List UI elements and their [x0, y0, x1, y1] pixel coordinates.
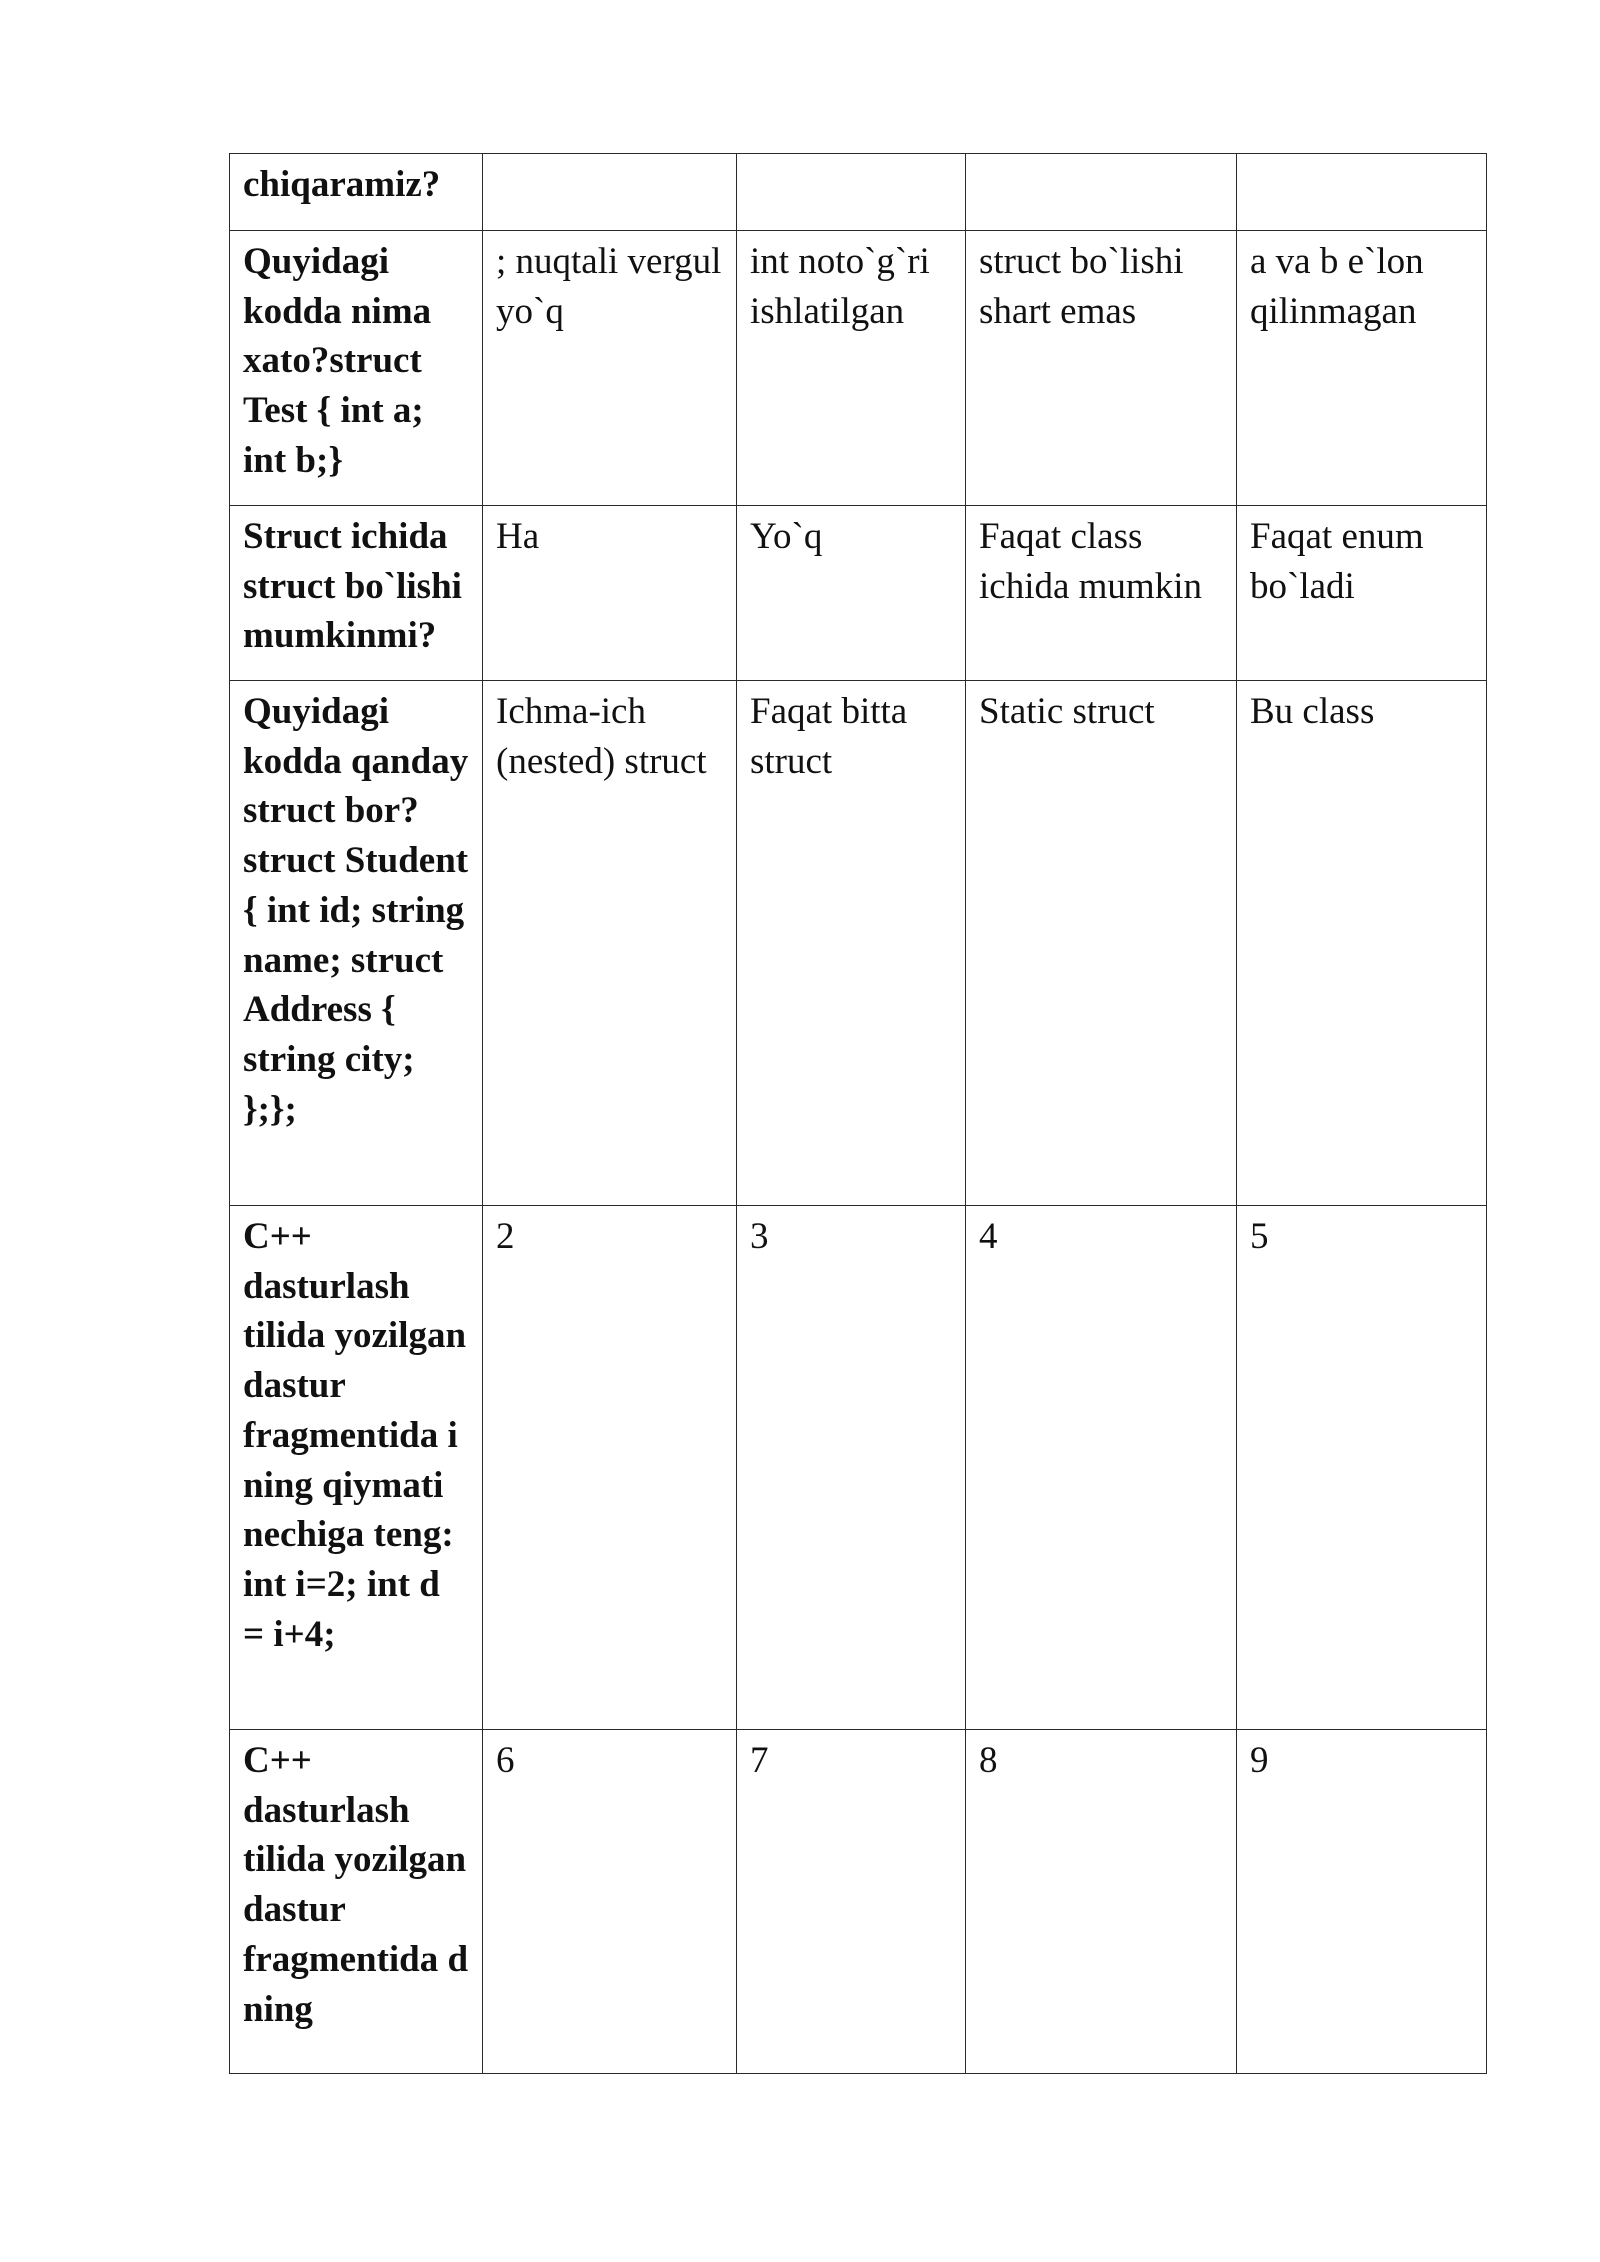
option-cell	[1237, 154, 1487, 231]
option-cell: Ha	[483, 506, 737, 681]
option-cell: Yo`q	[737, 506, 966, 681]
option-cell: 9	[1237, 1730, 1487, 2074]
option-cell: int noto`g`ri ishlatilgan	[737, 231, 966, 506]
option-cell: 8	[966, 1730, 1237, 2074]
question-cell: chiqaramiz?	[230, 154, 483, 231]
option-cell: a va b e`lon qilinmagan	[1237, 231, 1487, 506]
option-cell: 4	[966, 1206, 1237, 1730]
option-cell	[737, 154, 966, 231]
option-cell: Bu class	[1237, 681, 1487, 1206]
table-row	[230, 1730, 1487, 2074]
table-row	[230, 506, 1487, 681]
question-cell: Quyidagi kodda nima xato?struct Test { int a; int b;}	[230, 231, 483, 506]
question-cell: Quyidagi kodda qanday struct bor?struct Student { int id; string name; struct Address { string city; };};	[230, 681, 483, 1206]
option-cell: Ichma-ich (nested) struct	[483, 681, 737, 1206]
question-cell: Struct ichida struct bo`lishi mumkinmi?	[230, 506, 483, 681]
table-row	[230, 681, 1487, 1206]
table-row	[230, 231, 1487, 506]
option-cell: ; nuqtali vergul yo`q	[483, 231, 737, 506]
option-cell: Faqat bitta struct	[737, 681, 966, 1206]
option-cell: 3	[737, 1206, 966, 1730]
question-cell: C++ dasturlash tilida yozilgan dastur fragmentida i ning qiymati nechiga teng: int i=2; int d = i+4;	[230, 1206, 483, 1730]
option-cell: Faqat enum bo`ladi	[1237, 506, 1487, 681]
option-cell: Static struct	[966, 681, 1237, 1206]
option-cell	[483, 154, 737, 231]
quiz-table	[229, 153, 1487, 2074]
option-cell: Faqat class ichida mumkin	[966, 506, 1237, 681]
option-cell: 2	[483, 1206, 737, 1730]
option-cell	[966, 154, 1237, 231]
question-cell: C++ dasturlash tilida yozilgan dastur fragmentida d ning	[230, 1730, 483, 2074]
table-row	[230, 1206, 1487, 1730]
table-row	[230, 154, 1487, 231]
option-cell: 6	[483, 1730, 737, 2074]
option-cell: 5	[1237, 1206, 1487, 1730]
option-cell: 7	[737, 1730, 966, 2074]
option-cell: struct bo`lishi shart emas	[966, 231, 1237, 506]
